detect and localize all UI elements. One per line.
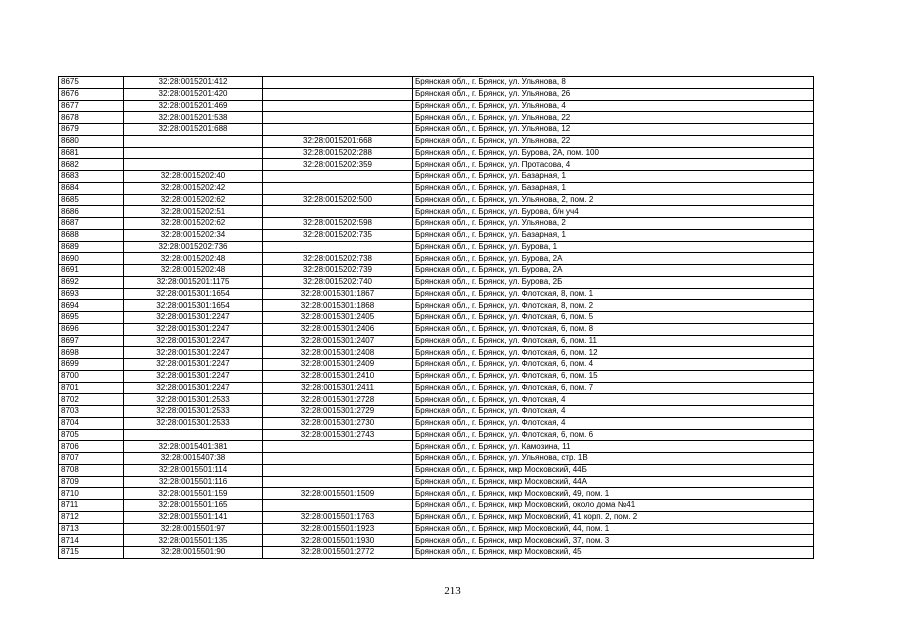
target-cadastral-number-cell: 32:28:0015301:1867 xyxy=(263,288,413,300)
row-number-cell: 8699 xyxy=(59,359,124,371)
target-cadastral-number-cell: 32:28:0015202:738 xyxy=(263,253,413,265)
source-cadastral-number-cell: 32:28:0015202:40 xyxy=(124,171,263,183)
source-cadastral-number-cell: 32:28:0015202:736 xyxy=(124,241,263,253)
table-row xyxy=(59,100,814,112)
source-cadastral-number-cell: 32:28:0015501:97 xyxy=(124,523,263,535)
address-cell: Брянская обл., г. Брянск, ул. Флотская, 6, пом. 8 xyxy=(413,323,814,335)
source-cadastral-number-cell: 32:28:0015501:165 xyxy=(124,500,263,512)
table-row xyxy=(59,335,814,347)
table-row xyxy=(59,159,814,171)
source-cadastral-number-cell: 32:28:0015201:688 xyxy=(124,124,263,136)
address-cell: Брянская обл., г. Брянск, мкр Московский, 44Б xyxy=(413,464,814,476)
table-row xyxy=(59,135,814,147)
table-row xyxy=(59,453,814,465)
table-row xyxy=(59,88,814,100)
row-number-cell: 8713 xyxy=(59,523,124,535)
address-cell: Брянская обл., г. Брянск, ул. Бурова, 2А xyxy=(413,253,814,265)
table-row xyxy=(59,218,814,230)
row-number-cell: 8698 xyxy=(59,347,124,359)
address-cell: Брянская обл., г. Брянск, мкр Московский, около дома №41 xyxy=(413,500,814,512)
row-number-cell: 8691 xyxy=(59,265,124,277)
row-number-cell: 8690 xyxy=(59,253,124,265)
row-number-cell: 8694 xyxy=(59,300,124,312)
row-number-cell: 8689 xyxy=(59,241,124,253)
address-cell: Брянская обл., г. Брянск, ул. Флотская, 6, пом. 6 xyxy=(413,429,814,441)
row-number-cell: 8709 xyxy=(59,476,124,488)
row-number-cell: 8702 xyxy=(59,394,124,406)
source-cadastral-number-cell: 32:28:0015401:381 xyxy=(124,441,263,453)
address-cell: Брянская обл., г. Брянск, ул. Ульянова, 22 xyxy=(413,112,814,124)
table-row xyxy=(59,312,814,324)
row-number-cell: 8675 xyxy=(59,77,124,89)
source-cadastral-number-cell: 32:28:0015201:420 xyxy=(124,88,263,100)
source-cadastral-number-cell: 32:28:0015201:538 xyxy=(124,112,263,124)
address-cell: Брянская обл., г. Брянск, ул. Бурова, б/н уч4 xyxy=(413,206,814,218)
target-cadastral-number-cell xyxy=(263,124,413,136)
address-cell: Брянская обл., г. Брянск, ул. Флотская, 8, пом. 1 xyxy=(413,288,814,300)
address-cell: Брянская обл., г. Брянск, мкр Московский, 41 корп. 2, пом. 2 xyxy=(413,511,814,523)
source-cadastral-number-cell: 32:28:0015501:116 xyxy=(124,476,263,488)
table-row xyxy=(59,511,814,523)
address-cell: Брянская обл., г. Брянск, мкр Московский, 44А xyxy=(413,476,814,488)
row-number-cell: 8678 xyxy=(59,112,124,124)
address-cell: Брянская обл., г. Брянск, ул. Протасова, 4 xyxy=(413,159,814,171)
address-cell: Брянская обл., г. Брянск, ул. Ульянова, 2 xyxy=(413,218,814,230)
address-cell: Брянская обл., г. Брянск, ул. Ульянова, 22 xyxy=(413,135,814,147)
target-cadastral-number-cell: 32:28:0015202:740 xyxy=(263,276,413,288)
row-number-cell: 8705 xyxy=(59,429,124,441)
target-cadastral-number-cell: 32:28:0015301:2405 xyxy=(263,312,413,324)
table-row xyxy=(59,429,814,441)
table-row xyxy=(59,417,814,429)
table-row xyxy=(59,347,814,359)
target-cadastral-number-cell: 32:28:0015301:2406 xyxy=(263,323,413,335)
table-row xyxy=(59,182,814,194)
source-cadastral-number-cell: 32:28:0015201:469 xyxy=(124,100,263,112)
address-cell: Брянская обл., г. Брянск, ул. Флотская, 4 xyxy=(413,406,814,418)
row-number-cell: 8710 xyxy=(59,488,124,500)
table-row xyxy=(59,253,814,265)
address-cell: Брянская обл., г. Брянск, мкр Московский, 44, пом. 1 xyxy=(413,523,814,535)
row-number-cell: 8708 xyxy=(59,464,124,476)
row-number-cell: 8706 xyxy=(59,441,124,453)
source-cadastral-number-cell: 32:28:0015501:114 xyxy=(124,464,263,476)
registry-table-body xyxy=(59,77,814,559)
address-cell: Брянская обл., г. Брянск, ул. Бурова, 2А, пом. 100 xyxy=(413,147,814,159)
target-cadastral-number-cell: 32:28:0015501:1930 xyxy=(263,535,413,547)
row-number-cell: 8679 xyxy=(59,124,124,136)
address-cell: Брянская обл., г. Брянск, ул. Базарная, 1 xyxy=(413,182,814,194)
target-cadastral-number-cell: 32:28:0015301:2407 xyxy=(263,335,413,347)
target-cadastral-number-cell xyxy=(263,241,413,253)
source-cadastral-number-cell: 32:28:0015407:38 xyxy=(124,453,263,465)
table-row xyxy=(59,171,814,183)
target-cadastral-number-cell: 32:28:0015501:2772 xyxy=(263,547,413,559)
source-cadastral-number-cell: 32:28:0015301:2247 xyxy=(124,335,263,347)
target-cadastral-number-cell: 32:28:0015501:1923 xyxy=(263,523,413,535)
source-cadastral-number-cell: 32:28:0015301:2247 xyxy=(124,382,263,394)
source-cadastral-number-cell xyxy=(124,147,263,159)
row-number-cell: 8692 xyxy=(59,276,124,288)
source-cadastral-number-cell: 32:28:0015202:48 xyxy=(124,265,263,277)
row-number-cell: 8687 xyxy=(59,218,124,230)
address-cell: Брянская обл., г. Брянск, ул. Базарная, 1 xyxy=(413,229,814,241)
table-row xyxy=(59,535,814,547)
row-number-cell: 8680 xyxy=(59,135,124,147)
target-cadastral-number-cell xyxy=(263,171,413,183)
row-number-cell: 8685 xyxy=(59,194,124,206)
target-cadastral-number-cell: 32:28:0015501:1509 xyxy=(263,488,413,500)
table-row xyxy=(59,276,814,288)
source-cadastral-number-cell: 32:28:0015301:2247 xyxy=(124,347,263,359)
target-cadastral-number-cell: 32:28:0015301:2409 xyxy=(263,359,413,371)
row-number-cell: 8677 xyxy=(59,100,124,112)
table-row xyxy=(59,147,814,159)
table-row xyxy=(59,464,814,476)
table-row xyxy=(59,77,814,89)
source-cadastral-number-cell: 32:28:0015301:2533 xyxy=(124,394,263,406)
address-cell: Брянская обл., г. Брянск, ул. Камозина, 11 xyxy=(413,441,814,453)
source-cadastral-number-cell xyxy=(124,135,263,147)
page-number: 213 xyxy=(444,585,461,597)
table-row xyxy=(59,206,814,218)
target-cadastral-number-cell: 32:28:0015202:598 xyxy=(263,218,413,230)
address-cell: Брянская обл., г. Брянск, ул. Базарная, 1 xyxy=(413,171,814,183)
target-cadastral-number-cell xyxy=(263,206,413,218)
address-cell: Брянская обл., г. Брянск, ул. Ульянова, 8 xyxy=(413,77,814,89)
table-row xyxy=(59,112,814,124)
target-cadastral-number-cell: 32:28:0015201:668 xyxy=(263,135,413,147)
target-cadastral-number-cell: 32:28:0015202:739 xyxy=(263,265,413,277)
property-registry-table xyxy=(58,76,814,559)
row-number-cell: 8681 xyxy=(59,147,124,159)
target-cadastral-number-cell: 32:28:0015301:2410 xyxy=(263,370,413,382)
source-cadastral-number-cell xyxy=(124,159,263,171)
table-row xyxy=(59,488,814,500)
row-number-cell: 8682 xyxy=(59,159,124,171)
row-number-cell: 8715 xyxy=(59,547,124,559)
target-cadastral-number-cell: 32:28:0015202:500 xyxy=(263,194,413,206)
target-cadastral-number-cell xyxy=(263,441,413,453)
source-cadastral-number-cell: 32:28:0015501:135 xyxy=(124,535,263,547)
address-cell: Брянская обл., г. Брянск, ул. Бурова, 2А xyxy=(413,265,814,277)
source-cadastral-number-cell: 32:28:0015501:141 xyxy=(124,511,263,523)
table-row xyxy=(59,441,814,453)
row-number-cell: 8693 xyxy=(59,288,124,300)
row-number-cell: 8696 xyxy=(59,323,124,335)
address-cell: Брянская обл., г. Брянск, ул. Ульянова, 26 xyxy=(413,88,814,100)
address-cell: Брянская обл., г. Брянск, ул. Бурова, 1 xyxy=(413,241,814,253)
address-cell: Брянская обл., г. Брянск, ул. Ульянова, 12 xyxy=(413,124,814,136)
address-cell: Брянская обл., г. Брянск, ул. Ульянова, 2, пом. 2 xyxy=(413,194,814,206)
target-cadastral-number-cell: 32:28:0015301:2411 xyxy=(263,382,413,394)
address-cell: Брянская обл., г. Брянск, ул. Флотская, 8, пом. 2 xyxy=(413,300,814,312)
table-row xyxy=(59,288,814,300)
table-row xyxy=(59,394,814,406)
source-cadastral-number-cell: 32:28:0015202:48 xyxy=(124,253,263,265)
target-cadastral-number-cell xyxy=(263,500,413,512)
row-number-cell: 8701 xyxy=(59,382,124,394)
source-cadastral-number-cell: 32:28:0015301:2247 xyxy=(124,359,263,371)
table-row xyxy=(59,500,814,512)
table-row xyxy=(59,265,814,277)
row-number-cell: 8707 xyxy=(59,453,124,465)
table-row xyxy=(59,229,814,241)
source-cadastral-number-cell: 32:28:0015301:2533 xyxy=(124,417,263,429)
address-cell: Брянская обл., г. Брянск, ул. Флотская, 6, пом. 4 xyxy=(413,359,814,371)
source-cadastral-number-cell xyxy=(124,429,263,441)
target-cadastral-number-cell: 32:28:0015202:359 xyxy=(263,159,413,171)
target-cadastral-number-cell: 32:28:0015301:2730 xyxy=(263,417,413,429)
target-cadastral-number-cell xyxy=(263,464,413,476)
row-number-cell: 8676 xyxy=(59,88,124,100)
target-cadastral-number-cell: 32:28:0015301:2729 xyxy=(263,406,413,418)
source-cadastral-number-cell: 32:28:0015301:2247 xyxy=(124,370,263,382)
row-number-cell: 8704 xyxy=(59,417,124,429)
row-number-cell: 8712 xyxy=(59,511,124,523)
target-cadastral-number-cell: 32:28:0015301:2728 xyxy=(263,394,413,406)
address-cell: Брянская обл., г. Брянск, ул. Ульянова, стр. 1В xyxy=(413,453,814,465)
address-cell: Брянская обл., г. Брянск, ул. Флотская, 6, пом. 7 xyxy=(413,382,814,394)
address-cell: Брянская обл., г. Брянск, мкр Московский, 37, пом. 3 xyxy=(413,535,814,547)
address-cell: Брянская обл., г. Брянск, мкр Московский, 49, пом. 1 xyxy=(413,488,814,500)
address-cell: Брянская обл., г. Брянск, ул. Флотская, 6, пом. 12 xyxy=(413,347,814,359)
target-cadastral-number-cell: 32:28:0015501:1763 xyxy=(263,511,413,523)
table-row xyxy=(59,300,814,312)
address-cell: Брянская обл., г. Брянск, ул. Флотская, 6, пом. 11 xyxy=(413,335,814,347)
address-cell: Брянская обл., г. Брянск, ул. Флотская, 4 xyxy=(413,417,814,429)
table-row xyxy=(59,382,814,394)
table-row xyxy=(59,124,814,136)
row-number-cell: 8686 xyxy=(59,206,124,218)
table-row xyxy=(59,547,814,559)
address-cell: Брянская обл., г. Брянск, ул. Флотская, 6, пом. 5 xyxy=(413,312,814,324)
row-number-cell: 8703 xyxy=(59,406,124,418)
address-cell: Брянская обл., г. Брянск, ул. Бурова, 2Б xyxy=(413,276,814,288)
source-cadastral-number-cell: 32:28:0015301:2247 xyxy=(124,323,263,335)
source-cadastral-number-cell: 32:28:0015301:2247 xyxy=(124,312,263,324)
row-number-cell: 8688 xyxy=(59,229,124,241)
address-cell: Брянская обл., г. Брянск, ул. Ульянова, 4 xyxy=(413,100,814,112)
source-cadastral-number-cell: 32:28:0015301:2533 xyxy=(124,406,263,418)
table-row xyxy=(59,406,814,418)
target-cadastral-number-cell xyxy=(263,453,413,465)
target-cadastral-number-cell xyxy=(263,476,413,488)
source-cadastral-number-cell: 32:28:0015301:1654 xyxy=(124,300,263,312)
target-cadastral-number-cell: 32:28:0015202:735 xyxy=(263,229,413,241)
row-number-cell: 8700 xyxy=(59,370,124,382)
row-number-cell: 8684 xyxy=(59,182,124,194)
target-cadastral-number-cell xyxy=(263,77,413,89)
target-cadastral-number-cell xyxy=(263,112,413,124)
row-number-cell: 8683 xyxy=(59,171,124,183)
table-row xyxy=(59,359,814,371)
table-row xyxy=(59,194,814,206)
target-cadastral-number-cell: 32:28:0015301:2743 xyxy=(263,429,413,441)
target-cadastral-number-cell: 32:28:0015301:1868 xyxy=(263,300,413,312)
address-cell: Брянская обл., г. Брянск, ул. Флотская, 6, пом. 15 xyxy=(413,370,814,382)
source-cadastral-number-cell: 32:28:0015202:62 xyxy=(124,194,263,206)
row-number-cell: 8714 xyxy=(59,535,124,547)
target-cadastral-number-cell: 32:28:0015301:2408 xyxy=(263,347,413,359)
source-cadastral-number-cell: 32:28:0015501:159 xyxy=(124,488,263,500)
source-cadastral-number-cell: 32:28:0015202:62 xyxy=(124,218,263,230)
target-cadastral-number-cell: 32:28:0015202:288 xyxy=(263,147,413,159)
source-cadastral-number-cell: 32:28:0015202:42 xyxy=(124,182,263,194)
source-cadastral-number-cell: 32:28:0015301:1654 xyxy=(124,288,263,300)
source-cadastral-number-cell: 32:28:0015202:34 xyxy=(124,229,263,241)
row-number-cell: 8711 xyxy=(59,500,124,512)
row-number-cell: 8697 xyxy=(59,335,124,347)
target-cadastral-number-cell xyxy=(263,88,413,100)
source-cadastral-number-cell: 32:28:0015501:90 xyxy=(124,547,263,559)
source-cadastral-number-cell: 32:28:0015202:51 xyxy=(124,206,263,218)
table-row xyxy=(59,323,814,335)
target-cadastral-number-cell xyxy=(263,100,413,112)
target-cadastral-number-cell xyxy=(263,182,413,194)
table-row xyxy=(59,241,814,253)
address-cell: Брянская обл., г. Брянск, ул. Флотская, 4 xyxy=(413,394,814,406)
table-row xyxy=(59,523,814,535)
address-cell: Брянская обл., г. Брянск, мкр Московский, 45 xyxy=(413,547,814,559)
table-row xyxy=(59,370,814,382)
source-cadastral-number-cell: 32:28:0015201:1175 xyxy=(124,276,263,288)
source-cadastral-number-cell: 32:28:0015201:412 xyxy=(124,77,263,89)
row-number-cell: 8695 xyxy=(59,312,124,324)
table-row xyxy=(59,476,814,488)
